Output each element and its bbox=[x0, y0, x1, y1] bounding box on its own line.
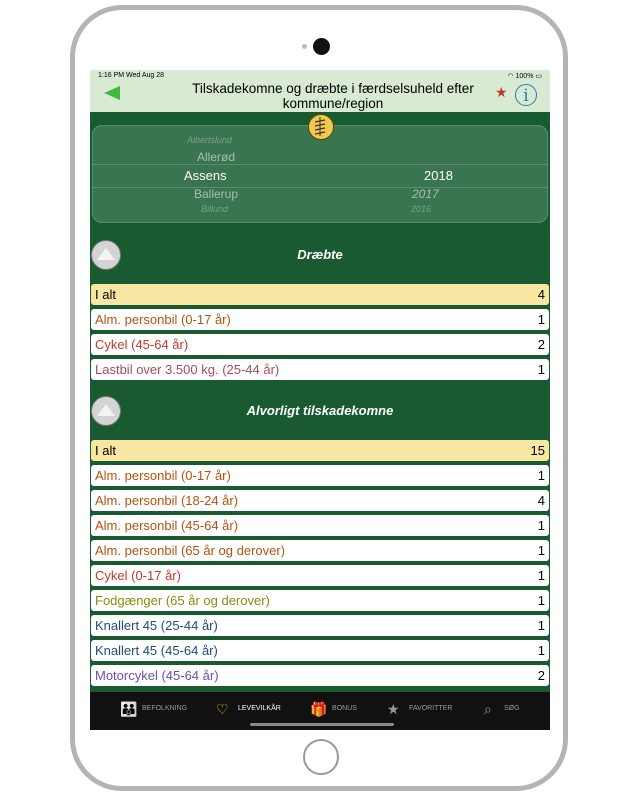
battery-icon: ▭ bbox=[535, 73, 542, 80]
home-button[interactable] bbox=[303, 739, 339, 775]
row-label: I alt bbox=[95, 443, 116, 458]
gift-icon: 🎁 bbox=[310, 701, 328, 717]
star-icon: ★ bbox=[387, 701, 400, 717]
picker-year-option[interactable]: 2016 bbox=[411, 204, 432, 214]
picker-kommune-option[interactable]: Ballerup bbox=[194, 187, 239, 201]
row-label: I alt bbox=[95, 287, 116, 302]
row-value: 1 bbox=[537, 568, 545, 583]
people-icon: 👪 bbox=[120, 701, 138, 717]
table-row[interactable] bbox=[91, 590, 549, 611]
row-label: Knallert 45 (45-64 år) bbox=[95, 643, 218, 658]
table-row[interactable] bbox=[91, 284, 549, 305]
front-camera bbox=[313, 38, 330, 55]
picker-year-option[interactable]: 2017 bbox=[412, 187, 439, 201]
row-value: 15 bbox=[530, 443, 545, 458]
row-label: Lastbil over 3.500 kg. (25-44 år) bbox=[95, 362, 280, 377]
table-row[interactable] bbox=[91, 540, 549, 561]
search-icon: ⌕ bbox=[484, 701, 492, 717]
picker-year-selected[interactable]: 2018 bbox=[424, 168, 453, 183]
battery-text: 100% bbox=[515, 73, 534, 80]
row-label: Motorcykel (45-64 år) bbox=[95, 668, 219, 683]
table-row[interactable] bbox=[91, 440, 549, 461]
tab-label: FAVORITTER bbox=[409, 705, 453, 712]
section-header-draebte bbox=[90, 240, 550, 276]
section-title: Dræbte bbox=[297, 247, 343, 262]
app-screen bbox=[90, 70, 550, 730]
tab-bar bbox=[90, 692, 550, 730]
row-label: Cykel (45-64 år) bbox=[95, 337, 189, 352]
row-value: 4 bbox=[537, 493, 545, 508]
table-row[interactable] bbox=[91, 565, 549, 586]
row-label: Alm. personbil (0-17 år) bbox=[95, 312, 231, 327]
info-icon[interactable]: i bbox=[515, 84, 537, 106]
table-row[interactable] bbox=[91, 490, 549, 511]
status-time: 1:16 PM Wed Aug 28 bbox=[98, 72, 165, 79]
tab-label: LEVEVILKÅR bbox=[238, 705, 281, 712]
tab-label: BEFOLKNING bbox=[142, 705, 188, 712]
table-row[interactable] bbox=[91, 615, 549, 636]
row-value: 2 bbox=[537, 337, 545, 352]
scroll-lines-icon bbox=[309, 115, 332, 138]
row-value: 1 bbox=[537, 618, 545, 633]
row-value: 4 bbox=[537, 287, 545, 302]
back-arrow-icon[interactable] bbox=[104, 86, 120, 100]
home-indicator bbox=[250, 723, 394, 726]
row-label: Knallert 45 (25-44 år) bbox=[95, 618, 218, 633]
row-value: 2 bbox=[537, 668, 545, 683]
battery-level bbox=[507, 72, 542, 80]
row-value: 1 bbox=[537, 468, 545, 483]
row-value: 1 bbox=[537, 593, 545, 608]
camera-sensor bbox=[302, 44, 307, 49]
wifi-icon: ◠ bbox=[507, 73, 516, 80]
row-label: Fodgænger (65 år og derover) bbox=[95, 593, 270, 608]
row-value: 1 bbox=[537, 643, 545, 658]
row-label: Alm. personbil (45-64 år) bbox=[95, 518, 239, 533]
row-value: 1 bbox=[537, 312, 545, 327]
row-label: Alm. personbil (65 år og derover) bbox=[95, 543, 286, 558]
picker-kommune-option[interactable]: Billund bbox=[201, 204, 229, 214]
table-row[interactable] bbox=[91, 515, 549, 536]
tab-label: BONUS bbox=[332, 705, 357, 712]
table-row[interactable] bbox=[91, 309, 549, 330]
table-row[interactable] bbox=[91, 465, 549, 486]
table-row[interactable] bbox=[91, 665, 549, 686]
row-value: 1 bbox=[537, 362, 545, 377]
table-row[interactable] bbox=[91, 640, 549, 661]
row-value: 1 bbox=[537, 543, 545, 558]
scroll-handle-icon[interactable] bbox=[308, 114, 334, 140]
picker-kommune-selected[interactable]: Assens bbox=[184, 168, 227, 183]
table-row[interactable] bbox=[91, 359, 549, 380]
favorite-star-icon[interactable]: ★ bbox=[495, 84, 508, 100]
hand-heart-icon: ♡ bbox=[216, 701, 229, 717]
tab-label: SØG bbox=[504, 705, 520, 712]
picker-kommune-option[interactable]: Albertslund bbox=[187, 135, 233, 145]
section-header-alvorligt bbox=[90, 396, 550, 432]
row-label: Alm. personbil (18-24 år) bbox=[95, 493, 239, 508]
page-title: Tilskadekomne og dræbte i færdselsuheld efter kommune/region bbox=[192, 81, 474, 111]
row-label: Cykel (0-17 år) bbox=[95, 568, 181, 583]
picker-kommune-option[interactable]: Allerød bbox=[197, 150, 236, 164]
section-title: Alvorligt tilskadekomne bbox=[246, 403, 394, 418]
row-value: 1 bbox=[537, 518, 545, 533]
table-row[interactable] bbox=[91, 334, 549, 355]
navigation-bar bbox=[90, 70, 550, 112]
picker-selection-band bbox=[93, 164, 547, 188]
row-label: Alm. personbil (0-17 år) bbox=[95, 468, 231, 483]
